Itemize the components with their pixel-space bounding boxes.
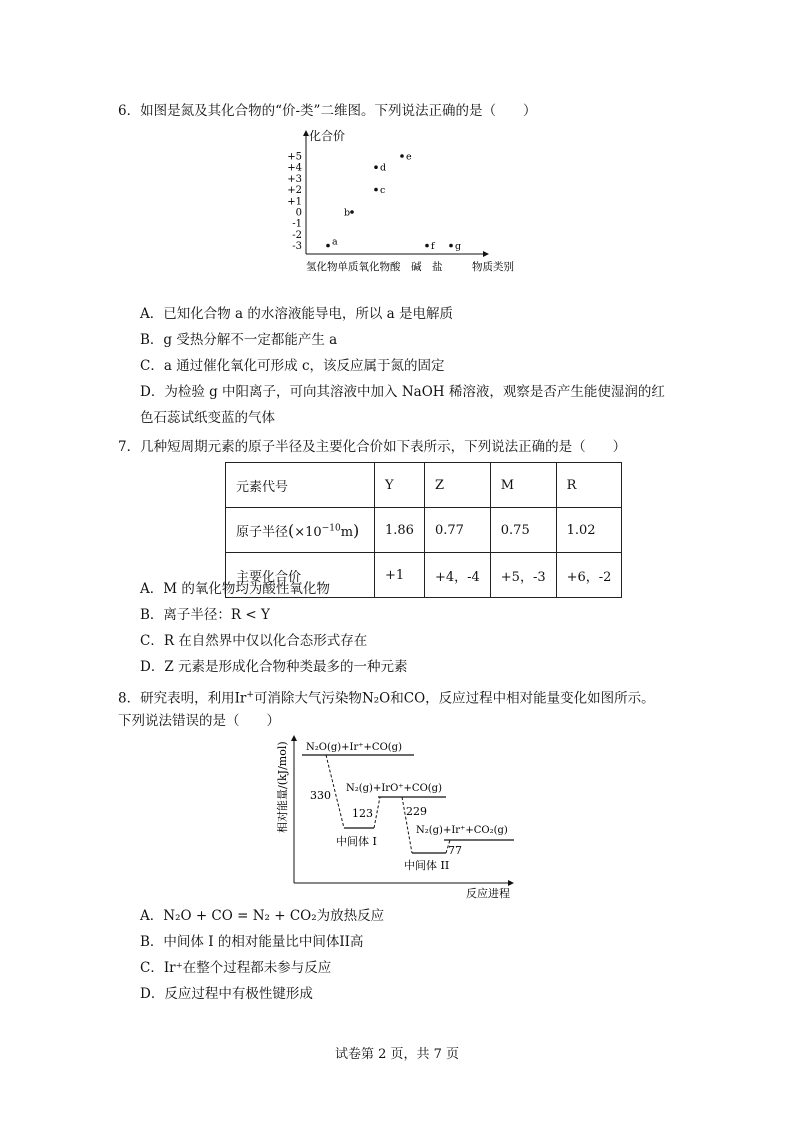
y-tick-label: +1 bbox=[287, 196, 302, 208]
point-label-c: c bbox=[380, 185, 386, 197]
table-cell: 1.02 bbox=[556, 508, 622, 553]
q8-stem-mid: 可消除大气污染物 bbox=[253, 690, 362, 707]
radius-exponent: −10 bbox=[321, 523, 341, 534]
point-f bbox=[425, 244, 429, 248]
q8-n2o: N₂O bbox=[361, 690, 391, 707]
level-reactants-label: N₂O(g)+Ir⁺+CO(g) bbox=[306, 742, 402, 753]
table-cell: 0.75 bbox=[490, 508, 556, 553]
q8-option-a-prefix: A． bbox=[140, 908, 164, 924]
table-cell: +5，-3 bbox=[490, 553, 556, 598]
table-header-cell: 元素代号 bbox=[226, 463, 375, 508]
y-tick-label: -3 bbox=[292, 241, 302, 253]
q6-option-a: A．已知化合物 a 的水溶液能导电，所以 a 是电解质 bbox=[140, 306, 454, 322]
q8-stem-and: 和 bbox=[390, 690, 404, 707]
y-tick-label: +3 bbox=[287, 173, 302, 185]
q8-option-d: D．反应过程中有极性键形成 bbox=[140, 986, 313, 1002]
energy-y-label: 相对能量/(kJ/mol) bbox=[276, 741, 289, 833]
q7-stem: 7．几种短周期元素的原子半径及主要化合价如下表所示，下列说法正确的是（ ） bbox=[118, 439, 627, 455]
x-categories: 氢化物单质氧化物酸 碱 盐 bbox=[306, 261, 443, 273]
radius-unit: ×10 bbox=[294, 524, 322, 540]
y-tick-label: +5 bbox=[287, 151, 302, 163]
point-g bbox=[449, 244, 453, 248]
table-cell: 0.77 bbox=[424, 508, 490, 553]
q8-stem-pre: 8．研究表明，利用 bbox=[118, 690, 235, 707]
y-axis-title: 化合价 bbox=[309, 129, 346, 143]
q8-option-c-ion: Ir⁺ bbox=[163, 960, 183, 976]
table-cell: 主要化合价 bbox=[226, 553, 375, 598]
q8-stem-post: ，反应过程中相对能量变化如图所示。 bbox=[425, 690, 655, 707]
table-row-radius bbox=[226, 508, 622, 553]
q6-stem: 6．如图是氮及其化合物的“价-类”二维图。下列说法正确的是（ ） bbox=[118, 103, 537, 119]
x-axis-title: 物质类别 bbox=[472, 261, 514, 273]
table-cell: 1.86 bbox=[375, 508, 425, 553]
q8-option-a-text: 为放热反应 bbox=[316, 908, 385, 924]
energy-value-229: 229 bbox=[406, 805, 427, 818]
valence-class-chart bbox=[280, 128, 520, 276]
y-tick-label: +2 bbox=[287, 185, 302, 197]
q8-co: CO bbox=[403, 690, 426, 707]
q6-option-c: C．a 通过催化氧化可形成 c，该反应属于氮的固定 bbox=[140, 358, 445, 374]
point-c bbox=[374, 188, 378, 192]
point-label-d: d bbox=[380, 162, 387, 174]
q8-stem-line2: 下列说法错误的是（ ） bbox=[118, 713, 280, 729]
point-label-a: a bbox=[332, 236, 338, 248]
q8-option-c-text: 在整个过程都未参与反应 bbox=[182, 960, 332, 976]
table-header-cell: R bbox=[556, 463, 622, 508]
radius-label: 原子半径 bbox=[236, 524, 289, 540]
q7-option-a: A．M 的氧化物均为酸性氧化物 bbox=[140, 581, 330, 597]
q7-option-c: C．R 在自然界中仅以化合态形式存在 bbox=[140, 633, 368, 649]
q7-option-b: B．离子半径：R < Y bbox=[140, 607, 270, 623]
q7-option-d: D．Z 元素是形成化合物种类最多的一种元素 bbox=[140, 659, 408, 675]
table-header-cell: M bbox=[490, 463, 556, 508]
energy-diagram bbox=[270, 733, 530, 903]
point-e bbox=[400, 154, 404, 158]
intermediate2-label: 中间体 II bbox=[404, 859, 450, 872]
dash-2 bbox=[374, 797, 380, 828]
q8-ion-charge: + bbox=[246, 690, 254, 700]
q6-option-d: D．为检验 g 中阳离子，可向其溶液中加入 NaOH 稀溶液，观察是否产生能使湿润的红 bbox=[140, 384, 665, 400]
point-b bbox=[350, 210, 354, 214]
q8-ion: Ir bbox=[234, 690, 247, 707]
y-ticks bbox=[287, 152, 302, 253]
table-cell: +4，-4 bbox=[424, 553, 490, 598]
energy-value-77: 77 bbox=[448, 844, 462, 857]
energy-x-arrow bbox=[508, 880, 514, 886]
point-label-f: f bbox=[431, 241, 435, 253]
y-tick-label: +4 bbox=[287, 162, 302, 174]
point-a bbox=[326, 244, 330, 248]
q8-option-a-equation: N₂O + CO = N₂ + CO₂ bbox=[163, 908, 317, 924]
q6-option-d-cont: 色石蕊试纸变蓝的气体 bbox=[140, 410, 275, 426]
table-header-cell: Z bbox=[424, 463, 490, 508]
energy-value-330: 330 bbox=[310, 789, 331, 802]
point-d bbox=[374, 165, 378, 169]
table-cell: +6，-2 bbox=[556, 553, 622, 598]
energy-y-arrow bbox=[291, 735, 297, 741]
level-products-label: N₂(g)+Ir⁺+CO₂(g) bbox=[416, 825, 508, 836]
chart-points bbox=[326, 152, 461, 253]
q8-option-a bbox=[140, 903, 670, 929]
q8-option-b: B．中间体 I 的相对能量比中间体II高 bbox=[140, 934, 364, 950]
point-label-g: g bbox=[455, 241, 462, 253]
q6-option-b: B．g 受热分解不一定都能产生 a bbox=[140, 332, 338, 348]
q8-option-c-prefix: C． bbox=[140, 960, 164, 976]
y-tick-label: -1 bbox=[292, 218, 302, 230]
energy-value-123: 123 bbox=[352, 807, 373, 820]
point-label-e: e bbox=[406, 151, 412, 163]
page-footer: 试卷第 2 页，共 7 页 bbox=[334, 1047, 460, 1062]
y-tick-label: -2 bbox=[292, 229, 302, 241]
table-cell: +1 bbox=[375, 553, 425, 598]
intermediate1-label: 中间体 I bbox=[336, 835, 377, 848]
level-transition1-label: N₂(g)+IrO⁺+CO(g) bbox=[346, 783, 442, 794]
point-label-b: b bbox=[344, 207, 351, 219]
table-header-cell: Y bbox=[375, 463, 425, 508]
q8-option-c bbox=[140, 955, 670, 981]
x-axis-arrow bbox=[483, 251, 489, 257]
energy-x-label: 反应进程 bbox=[466, 887, 510, 900]
y-tick-label: 0 bbox=[295, 207, 302, 219]
table-header-row bbox=[226, 463, 622, 508]
radius-label-cell: 原子半径$(\times 10^{-10}m)$ bbox=[226, 508, 375, 553]
radius-meter: m bbox=[340, 524, 354, 540]
